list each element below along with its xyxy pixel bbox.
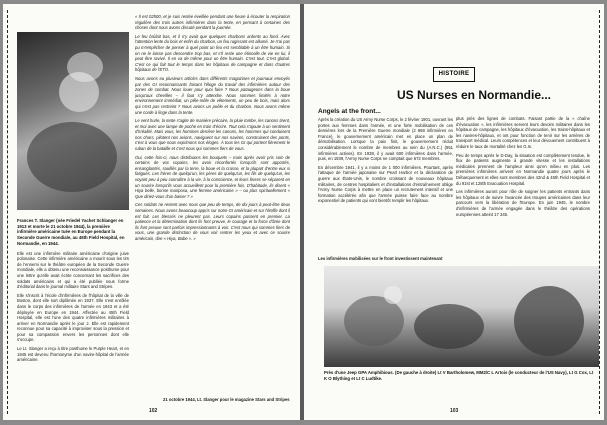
article-column-1 <box>318 108 453 207</box>
right-page-number: 103 <box>450 408 459 414</box>
article-subhead: Angels at the front... <box>318 108 381 115</box>
left-margin-rule <box>7 10 8 414</box>
left-caption-column <box>17 214 129 366</box>
letter-paragraph-6: Ces soldats ne restent avec nous que peu de temps, de dix jours à peut-être deux semaines. Nous avons beaucoup appris sur notre GI américain et sur l'étoffe dont il est fait. Les blessés ne pleurent pas. Leurs copains passent en premier. La patience et la détermination dont ils font preuve, le courage et la force d'âme dont ils font preuve sont parfois impressionnants à voir. C'est nous qui sommes fiers de vous, une grande distinction de vous voir rentrer les yeux et avec ce sourire américain, dire « Hiya, Babe ». » <box>135 202 290 241</box>
article-paragraph-4: Peu de temps après le D-Day, la situation est complètement tendue, le flux de patients augmente à grande vitesse et les installations médicales prennent de l'ampleur ainsi qu'en milieu en plus. Les premières infirmières arrivent en Normandie quatre jours après le Débarquement et elles sont membres des 42nd & 45th Field Hospital et du 91st et 128th Evacuation Hospital. <box>456 152 590 186</box>
left-page-number: 102 <box>149 408 158 414</box>
bio-paragraph-3: Le Lt. Slanger a reçu à titre posthume le Purple Heart, et en 1945 est devenu l'homonyme d'un navire-hôpital de l'armée américaine. <box>17 346 129 363</box>
letter-column <box>135 14 290 404</box>
letter-paragraph-1: « Il est 02h00, et je suis restée éveillée pendant une heure à écouter la respiration régulière des trois autres infirmières dans la tente, en pensant à certaines des choses dont nous avons discuté pendant la journée. <box>135 14 290 31</box>
nurses-jeep-photo <box>324 266 599 367</box>
letter-signature: 21 octobre 1944, Lt. Slanger pour le magazine Stars and Stripes <box>163 397 290 402</box>
article-paragraph-2: En décembre 1941, il y a moins de 1 000 infirmières. Pourtant, après l'attaque de l'armée japonaise sur Pearl Harbor et la déclaration de guerre aux États-Unis, le nombre croissant de nouveaux hôpitaux militaires, de centres hospitaliers et d'installations d'entraînement oblige l'Army Nurse Corps à mettre en place un recrutement intensif et une formation accélérée afin que l'armée puisse faire face au nombre exponentiel de patients qui vont bientôt remplir les hôpitaux. <box>318 164 453 204</box>
right-page <box>304 4 604 420</box>
left-page <box>3 4 300 420</box>
article-headline: US Nurses en Normandie... <box>396 88 552 102</box>
bio-paragraph-1: Elle est une infirmière militaire américaine d'origine juive polonaise. Cette infirmière américaine a mourir sous les tirs de l'ennemi sur le théâtre européen de la Seconde Guerre mondiale, elle a obtenu une reconnaissance posthume pour une lettre qu'elle avait écrite concernant les sacrifices des soldats américains et qui a été publiée sous forme d'éditorial dans le journal militaire Stars and Stripes. <box>17 250 129 290</box>
portrait-caption: Frances T. Slanger (née Friedel Yachet Schlanger en 1913 et morte le 21 octobre 1944), la première infirmière américaine tuée en Europe pendant la Seconde Guerre mondiale, au 45th Field Hospital, en Normandie, en 1944. <box>17 218 125 246</box>
article-paragraph-1: Après la création du US Army Nurse Corps, le 2 février 1901, ouvrant les portes aux femmes dans l'armée, et une forte mobilisation de ces dernières lors de la Première Guerre mondiale (2 868 infirmières en France), le gouvernement américain met en place un plan de démobilisation. Lorsque la paix finit, le gouvernement réduit considérablement le nombre de membres au sein du (A.N.C.) (951 infirmières actives). En 1938, il y avait 600 infirmières dans l'armée, puis, en 1939, l'Army Nurse Corps ne comptait que 672 membres. <box>318 117 453 162</box>
letter-paragraph-5: Oui, cette fois-ci, nous distribuons les bouquets – mais après avoir pris soin de certains de vos copains, les avoir réconfortés lorsqu'ils sont apportés, ensanglantés, souillés par la terre, la boue et la crasse, et la plupart d'entre eux si fatigués. Les frères de quelqu'un, les pères de quelqu'un, les fils de quelqu'un, les voyant peu à peu connaître à la vie, à la conscience, et leurs lèvres se séparent en un sourire lorsqu'ils vous accueillent pour la première fois. D'habitude, ils disent « Hiya belle, bonne mariposa, une femme américaine » – ou plus spirituellement « Que diriez-vous d'un baiser ? » <box>135 154 290 199</box>
column-heading: Les infirmières mobilisées sur le front investissent maintenant <box>318 256 443 261</box>
letter-paragraph-2: Le feu brûlait bas, et il n'y avait que quelques charbons ardents au fond. Avec l'attention lente du bois et enfin du charbon, un feu rugissant est allumé. Je n'ai pas pu m'empêcher de penser à quel point un feu est semblable à un être humain. Si on ne le laisse pas descendre trop bas, et s'il reste une étincelle de vie en lui, il peut être ravivé. Il en va de même pour un être humain. C'est tout. C'est global. C'est ce qui fait tout le temps dans les hôpitaux de campagne et dans d'autres hôpitaux de l'ETO. <box>135 33 290 73</box>
section-tag: HISTOIRE <box>433 67 475 82</box>
article-paragraph-3: plus près des lignes de combats. Faisant partie de la « chaîne d'évacuation », les infirmières servent leurs devoirs militaires dans les hôpitaux de campagne, les hôpitaux d'évacuation, les trains-hôpitaux et les navires-hôpitaux, et ont pour fonction de tenir sur les arrières de transport médical. Leurs compétences et leur dévouement contribuent à réduire le taux de mortalité chez les G.Is. <box>456 116 590 149</box>
bio-paragraph-2: Elle s'inscrit à l'école d'infirmières de l'hôpital de la ville de Boston, dont elle sort diplômée en 1937. Elle s'est enrôlée dans le corps des infirmières de l'armée en 1943 et a été déployée en Europe en 1944. Affectée au 45th Field Hospital, elle est l'une des quatre infirmières militaires à arriver en Normandie après le jour J. Elle est rapidement reconnue pour sa capacité à improviser sous la pression et pour sa compassion envers les personnes dont elle s'occupe. <box>17 292 129 343</box>
letter-paragraph-4: Le vent hurle, la tente s'agite de manière précaire, la pluie tombe, les canons tirent, et moi avec une lampe de poche en train d'écrire. Tout cela s'ajoute à un sentiment d'irréalité. Mais vous, les hommes derrière les canons, les hommes qui conduisent nos chars, pilotent nos avions, naviguent sur nos navires, construisent des ponts, c'est à vous que nous exprimons nos éloges. À tous les GI qui portent fièrement le ruban de la bataille et c'est nous qui sommes fiers de vous. <box>135 118 290 152</box>
article-paragraph-5: Les infirmières auront pour rôle de soigner les patients entrants dans les hôpitaux et de suivre l'avancée des troupes américaines dans leur parcours vers la libération de l'Europe. En juin 1945, le nombre d'infirmières de l'armée engagée dans le théâtre des opérations européennes atteint 17 345. <box>456 189 590 217</box>
right-margin-rule <box>599 10 600 414</box>
article-column-2 <box>456 116 590 220</box>
nurse-portrait-photo <box>17 32 129 210</box>
jeep-photo-caption: Près d'une Jeep GPA Amphibious. (De gauche à droite) Lt V Bartholomew, MM2/C L Artois (le conducteur de l'US Navy), Lt G Cox, Lt K O Blything et Lt C Ludtike. <box>324 370 594 381</box>
letter-paragraph-3: Nous avons eu plusieurs articles dans différents magazines et journaux envoyés par des GI reconnaissants faisant l'éloge du travail des infirmières autour des zones de combat. Nous louer pour quoi faire ? Nous pataugeons dans la boue jusqu'aux chevilles – il faut s'y attendre. Nous sommes limités à notre environnement immédiat, un pêle-mêle de vêtements, un peu de bois, mais alors qui n'est pas restreint ? Nous avons un poêle et du charbon. Nous avons même une corde à linge dans la tente. <box>135 75 290 115</box>
